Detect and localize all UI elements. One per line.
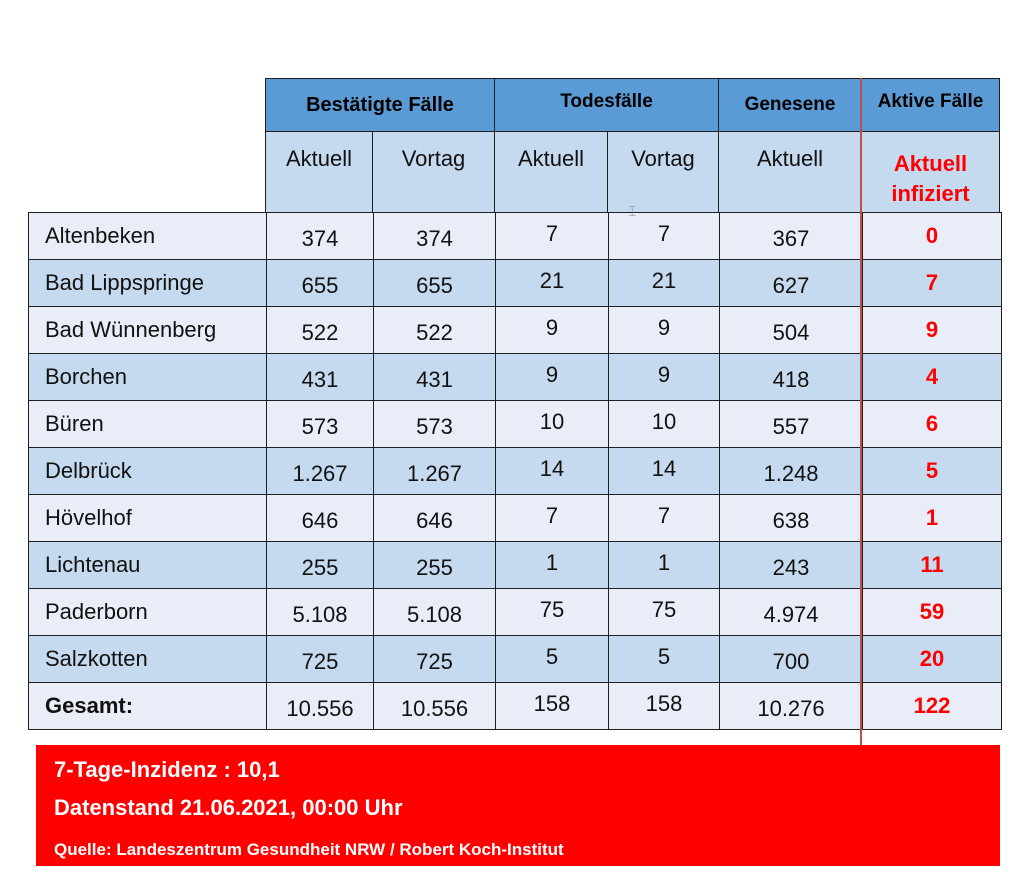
header-bestaetigte-faelle: Bestätigte Fälle bbox=[265, 78, 495, 132]
municipality-name: Delbrück bbox=[29, 448, 267, 495]
cell-tod-vortag: 158 bbox=[609, 683, 720, 730]
cell-genesene: 243 bbox=[720, 542, 863, 589]
cell-genesene: 700 bbox=[720, 636, 863, 683]
municipality-name: Paderborn bbox=[29, 589, 267, 636]
cell-genesene: 4.974 bbox=[720, 589, 863, 636]
cell-bestaetigt-vortag: 10.556 bbox=[374, 683, 496, 730]
cell-bestaetigt-aktuell: 646 bbox=[267, 495, 374, 542]
cell-bestaetigt-vortag: 725 bbox=[374, 636, 496, 683]
cell-aktiv: 9 bbox=[863, 307, 1002, 354]
cell-aktiv: 1 bbox=[863, 495, 1002, 542]
cell-bestaetigt-vortag: 1.267 bbox=[374, 448, 496, 495]
cell-aktiv: 122 bbox=[863, 683, 1002, 730]
cell-bestaetigt-vortag: 255 bbox=[374, 542, 496, 589]
subheader-genesene-aktuell: Aktuell bbox=[718, 131, 862, 213]
cell-tod-vortag: 9 bbox=[609, 354, 720, 401]
cell-aktiv: 11 bbox=[863, 542, 1002, 589]
active-cases-divider bbox=[860, 78, 862, 746]
subheader-infiziert-label: infiziert bbox=[891, 180, 970, 206]
table-row bbox=[29, 354, 1002, 401]
inzidenz-text: 7-Tage-Inzidenz : 10,1 bbox=[54, 757, 280, 782]
cell-aktiv: 7 bbox=[863, 260, 1002, 307]
datenstand-text: Datenstand 21.06.2021, 00:00 Uhr bbox=[54, 795, 403, 820]
subheader-bestaetigt-vortag: Vortag bbox=[372, 131, 495, 213]
subheader-aktuell-infiziert bbox=[861, 131, 1000, 213]
municipality-name: Bad Wünnenberg bbox=[29, 307, 267, 354]
cell-bestaetigt-aktuell: 655 bbox=[267, 260, 374, 307]
table-row bbox=[29, 448, 1002, 495]
cell-tod-aktuell: 9 bbox=[496, 307, 609, 354]
cell-tod-vortag: 75 bbox=[609, 589, 720, 636]
cell-bestaetigt-vortag: 655 bbox=[374, 260, 496, 307]
municipality-name: Lichtenau bbox=[29, 542, 267, 589]
cell-tod-aktuell: 1 bbox=[496, 542, 609, 589]
cell-tod-vortag: 10 bbox=[609, 401, 720, 448]
cell-tod-vortag: 1 bbox=[609, 542, 720, 589]
cell-aktiv: 59 bbox=[863, 589, 1002, 636]
municipality-name: Altenbeken bbox=[29, 213, 267, 260]
cell-bestaetigt-aktuell: 573 bbox=[267, 401, 374, 448]
cell-genesene: 627 bbox=[720, 260, 863, 307]
table-row bbox=[29, 260, 1002, 307]
cell-tod-vortag: 14 bbox=[609, 448, 720, 495]
quelle-text: Quelle: Landeszentrum Gesundheit NRW / Robert Koch-Institut bbox=[54, 840, 564, 859]
cell-bestaetigt-aktuell: 431 bbox=[267, 354, 374, 401]
cell-aktiv: 6 bbox=[863, 401, 1002, 448]
table-row bbox=[29, 589, 1002, 636]
cell-tod-aktuell: 21 bbox=[496, 260, 609, 307]
total-row bbox=[29, 683, 1002, 730]
cell-aktiv: 0 bbox=[863, 213, 1002, 260]
cell-tod-vortag: 7 bbox=[609, 213, 720, 260]
cell-tod-aktuell: 7 bbox=[496, 213, 609, 260]
cell-tod-aktuell: 7 bbox=[496, 495, 609, 542]
cell-genesene: 557 bbox=[720, 401, 863, 448]
cell-aktiv: 5 bbox=[863, 448, 1002, 495]
cell-tod-aktuell: 9 bbox=[496, 354, 609, 401]
cell-bestaetigt-aktuell: 255 bbox=[267, 542, 374, 589]
cell-genesene: 418 bbox=[720, 354, 863, 401]
header-aktive-faelle: Aktive Fälle bbox=[861, 78, 1000, 132]
table-row bbox=[29, 213, 1002, 260]
cell-bestaetigt-aktuell: 5.108 bbox=[267, 589, 374, 636]
cell-bestaetigt-aktuell: 1.267 bbox=[267, 448, 374, 495]
info-footer bbox=[36, 745, 1000, 866]
cell-bestaetigt-vortag: 646 bbox=[374, 495, 496, 542]
subheader-tod-vortag: Vortag bbox=[607, 131, 719, 213]
cell-bestaetigt-vortag: 5.108 bbox=[374, 589, 496, 636]
header-todesfaelle: Todesfälle bbox=[494, 78, 719, 132]
cell-tod-aktuell: 158 bbox=[496, 683, 609, 730]
cell-bestaetigt-aktuell: 522 bbox=[267, 307, 374, 354]
municipality-name: Bad Lippspringe bbox=[29, 260, 267, 307]
table-row bbox=[29, 495, 1002, 542]
cell-tod-vortag: 9 bbox=[609, 307, 720, 354]
total-label: Gesamt: bbox=[29, 683, 267, 730]
cell-tod-aktuell: 75 bbox=[496, 589, 609, 636]
header-genesene: Genesene bbox=[718, 78, 862, 132]
table-row bbox=[29, 307, 1002, 354]
cell-aktiv: 4 bbox=[863, 354, 1002, 401]
cell-genesene: 367 bbox=[720, 213, 863, 260]
cell-tod-vortag: 7 bbox=[609, 495, 720, 542]
municipality-name: Hövelhof bbox=[29, 495, 267, 542]
cell-tod-vortag: 21 bbox=[609, 260, 720, 307]
cell-bestaetigt-vortag: 374 bbox=[374, 213, 496, 260]
cell-bestaetigt-aktuell: 374 bbox=[267, 213, 374, 260]
cell-aktiv: 20 bbox=[863, 636, 1002, 683]
cell-bestaetigt-aktuell: 725 bbox=[267, 636, 374, 683]
cell-bestaetigt-vortag: 522 bbox=[374, 307, 496, 354]
cell-bestaetigt-aktuell: 10.556 bbox=[267, 683, 374, 730]
table-row bbox=[29, 542, 1002, 589]
cell-genesene: 10.276 bbox=[720, 683, 863, 730]
cell-genesene: 1.248 bbox=[720, 448, 863, 495]
cell-tod-aktuell: 5 bbox=[496, 636, 609, 683]
cell-bestaetigt-vortag: 573 bbox=[374, 401, 496, 448]
covid-cases-table bbox=[28, 212, 1002, 730]
subheader-aktuell-label: Aktuell bbox=[893, 150, 968, 176]
cell-tod-vortag: 5 bbox=[609, 636, 720, 683]
municipality-name: Büren bbox=[29, 401, 267, 448]
table-row bbox=[29, 401, 1002, 448]
text-cursor-icon: ⌶ bbox=[628, 203, 637, 219]
municipality-name: Salzkotten bbox=[29, 636, 267, 683]
cell-genesene: 638 bbox=[720, 495, 863, 542]
cell-tod-aktuell: 14 bbox=[496, 448, 609, 495]
cell-bestaetigt-vortag: 431 bbox=[374, 354, 496, 401]
cell-genesene: 504 bbox=[720, 307, 863, 354]
table-row bbox=[29, 636, 1002, 683]
municipality-name: Borchen bbox=[29, 354, 267, 401]
subheader-tod-aktuell: Aktuell bbox=[494, 131, 608, 213]
cell-tod-aktuell: 10 bbox=[496, 401, 609, 448]
subheader-bestaetigt-aktuell: Aktuell bbox=[265, 131, 373, 213]
